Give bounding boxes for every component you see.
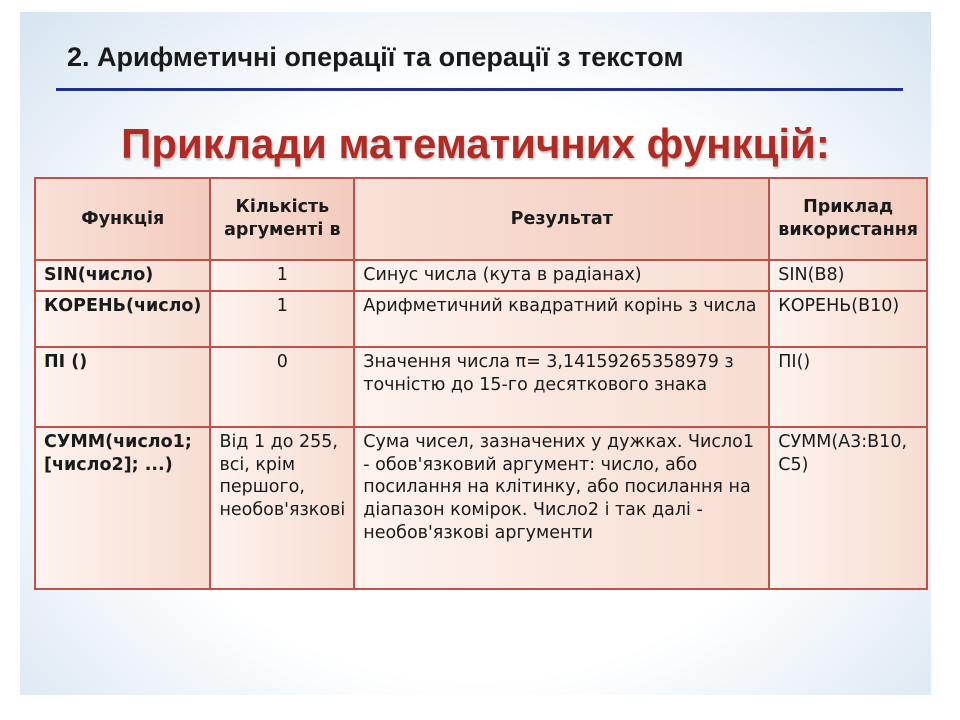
cell-example: КОРЕНЬ(B10) [769, 291, 927, 347]
header-args: Кількість аргументі в [210, 178, 354, 260]
header-result: Результат [354, 178, 769, 260]
cell-function: СУММ(число1; [число2]; ...) [35, 427, 210, 589]
math-functions-table [34, 177, 928, 590]
cell-args: 1 [210, 291, 354, 347]
cell-example: SIN(B8) [769, 260, 927, 291]
header-example: Приклад використання [769, 178, 927, 260]
table-header-row [35, 178, 927, 260]
cell-result: Синус числа (кута в радіанах) [354, 260, 769, 291]
cell-function: КОРЕНЬ(число) [35, 291, 210, 347]
table-row [35, 427, 927, 589]
cell-args: 1 [210, 260, 354, 291]
header-function: Функція [35, 178, 210, 260]
cell-args: 0 [210, 347, 354, 427]
cell-result: Арифметичний квадратний корінь з числа [354, 291, 769, 347]
slide-title: Приклади математичних функцій: [121, 120, 830, 167]
cell-result: Сума чисел, зазначених у дужках. Число1 - обов'язковий аргумент: число, або посилання на клітинку, або посилання на діапазон комірок. Число2 і так далі - необов'язкові аргументи [354, 427, 769, 589]
cell-function: SIN(число) [35, 260, 210, 291]
table-row [35, 260, 927, 291]
cell-function: ПІ () [35, 347, 210, 427]
cell-example: СУММ(A3:B10, C5) [769, 427, 927, 589]
heading-underline [56, 88, 903, 91]
cell-example: ПІ() [769, 347, 927, 427]
table-row [35, 291, 927, 347]
table-row [35, 347, 927, 427]
slide-heading: 2. Арифметичні операції та операції з текстом [67, 42, 684, 72]
cell-args: Від 1 до 255, всі, крім першого, необов'язкові [210, 427, 354, 589]
cell-result: Значення числа π= 3,14159265358979 з точністю до 15-го десяткового знака [354, 347, 769, 427]
